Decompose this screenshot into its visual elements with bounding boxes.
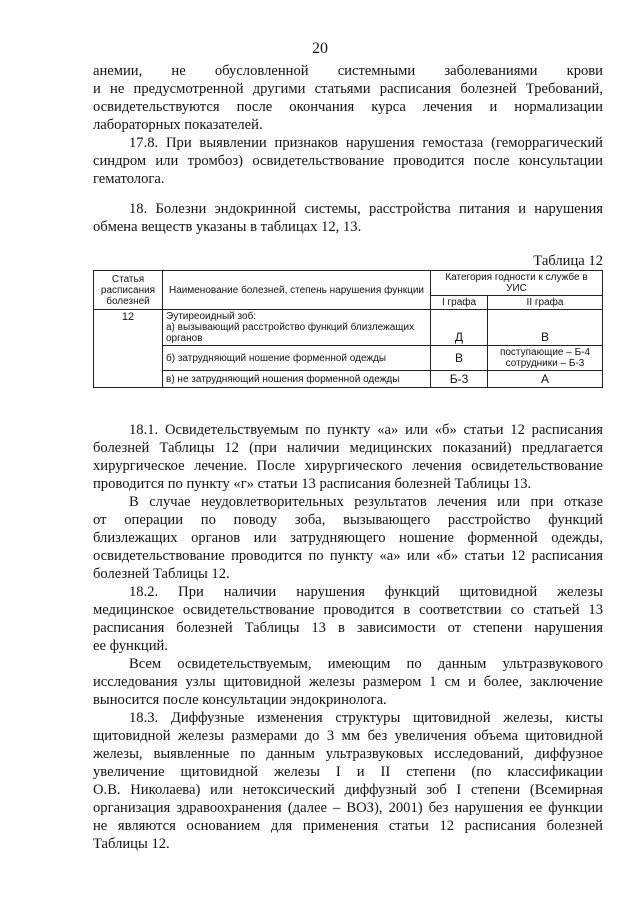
text-line: от операции по поводу зоба, вызывающего расстройство функций <box>93 512 603 528</box>
row-c-column-1: Б-3 <box>431 371 488 388</box>
text-line: проводится по пункту «г» статьи 13 расписания болезней Таблицы 13. <box>93 476 532 492</box>
row-desc-c: в) не затрудняющий ношения форменной одежды <box>163 371 431 388</box>
table-12 <box>93 270 603 388</box>
row-desc-b: б) затрудняющий ношение форменной одежды <box>163 346 431 371</box>
row-b-applicants: поступающие – Б-4 <box>499 347 591 358</box>
table-row <box>94 310 603 346</box>
text-line: анемии, не обусловленной системными заболеваниями крови <box>93 63 603 79</box>
row-b-employees: сотрудники – Б-3 <box>505 358 585 369</box>
text-line: ее функций. <box>93 638 168 654</box>
text-line: болезней Таблицы 12. <box>93 566 230 582</box>
article-number: 12 <box>94 310 163 388</box>
text-line: освидетельствование проводится по пункту «а» или «б» статьи 12 расписания <box>93 548 603 564</box>
text-line: лабораторных показателей. <box>93 117 263 133</box>
header-column-1: I графа <box>431 296 488 310</box>
text-line: расписания болезней Таблицы 13 в зависимости от степени нарушения <box>93 620 603 636</box>
header-category: Категория годности к службе в УИС <box>431 271 603 296</box>
text-line: 18.2. При наличии нарушения функций щитовидной железы <box>129 584 603 600</box>
text-line: болезней Таблицы 12 (при наличии медицинских показаний) предлагается <box>93 440 603 456</box>
text-line: 18.1. Освидетельствуемым по пункту «а» или «б» статьи 12 расписания <box>129 422 603 438</box>
row-a-column-2: В <box>488 310 603 346</box>
text-line: 17.8. При выявлении признаков нарушения гемостаза (геморрагический <box>129 135 603 151</box>
text-line: медицинское освидетельствование проводится в соответствии со статьей 13 <box>93 602 603 618</box>
row-b-column-1: В <box>431 346 488 371</box>
row-a-column-1: Д <box>431 310 488 346</box>
text-line: Всем освидетельствуемым, имеющим по данным ультразвукового <box>129 656 603 672</box>
text-line: не являются основанием для применения статьи 12 расписания болезней <box>93 818 603 834</box>
header-disease-name: Наименование болезней, степень нарушения функции <box>163 271 431 310</box>
row-desc-a: а) вызывающий расстройство функций близлежащих органов <box>166 322 415 344</box>
text-line: Таблицы 12. <box>93 836 170 852</box>
table-row <box>94 371 603 388</box>
text-line: хирургическое лечение. После хирургического лечения освидетельствование <box>93 458 603 474</box>
text-line: гематолога. <box>93 171 165 187</box>
text-line: щитовидной железы размерами до 3 мм без увеличения объема щитовидной <box>93 728 603 744</box>
header-column-2: II графа <box>488 296 603 310</box>
text-line: близлежащих органов или затрудняющего ношение форменной одежды, <box>93 530 603 546</box>
text-line: организация здравоохранения (далее – ВОЗ), 2001) без нарушения ее функции <box>93 800 603 816</box>
text-line: синдром или тромбоз) освидетельствование проводится после консультации <box>93 153 603 169</box>
header-article: Статья расписания болезней <box>94 271 163 310</box>
row-b-column-2 <box>488 346 603 371</box>
page-number: 20 <box>312 40 328 57</box>
text-line: увеличение щитовидной железы I и II степени (по классификации <box>93 764 603 780</box>
table-caption: Таблица 12 <box>533 253 603 269</box>
text-line: железы, выявленные по данным ультразвуковых исследований, диффузное <box>93 746 603 762</box>
text-line: выносится после консультации эндокринолога. <box>93 692 387 708</box>
text-line: и не предусмотренной другими статьями расписания болезней Требований, <box>93 81 603 97</box>
text-line: освидетельствуются после окончания курса лечения и нормализации <box>93 99 603 115</box>
disease-title: Эутиреоидный зоб: <box>166 311 257 322</box>
row-c-column-2: А <box>488 371 603 388</box>
text-line: О.В. Николаева) или нетоксический диффузный зоб I степени (Всемирная <box>93 782 603 798</box>
text-line: обмена веществ указаны в таблицах 12, 13. <box>93 219 362 235</box>
text-line: В случае неудовлетворительных результатов лечения или при отказе <box>129 494 603 510</box>
text-line: исследования узлы щитовидной железы размером 1 см и более, заключение <box>93 674 603 690</box>
row-title <box>163 310 431 346</box>
text-line: 18. Болезни эндокринной системы, расстройства питания и нарушения <box>129 201 603 217</box>
table-header-row <box>94 271 603 296</box>
text-line: 18.3. Диффузные изменения структуры щитовидной железы, кисты <box>129 710 603 726</box>
table-row <box>94 346 603 371</box>
